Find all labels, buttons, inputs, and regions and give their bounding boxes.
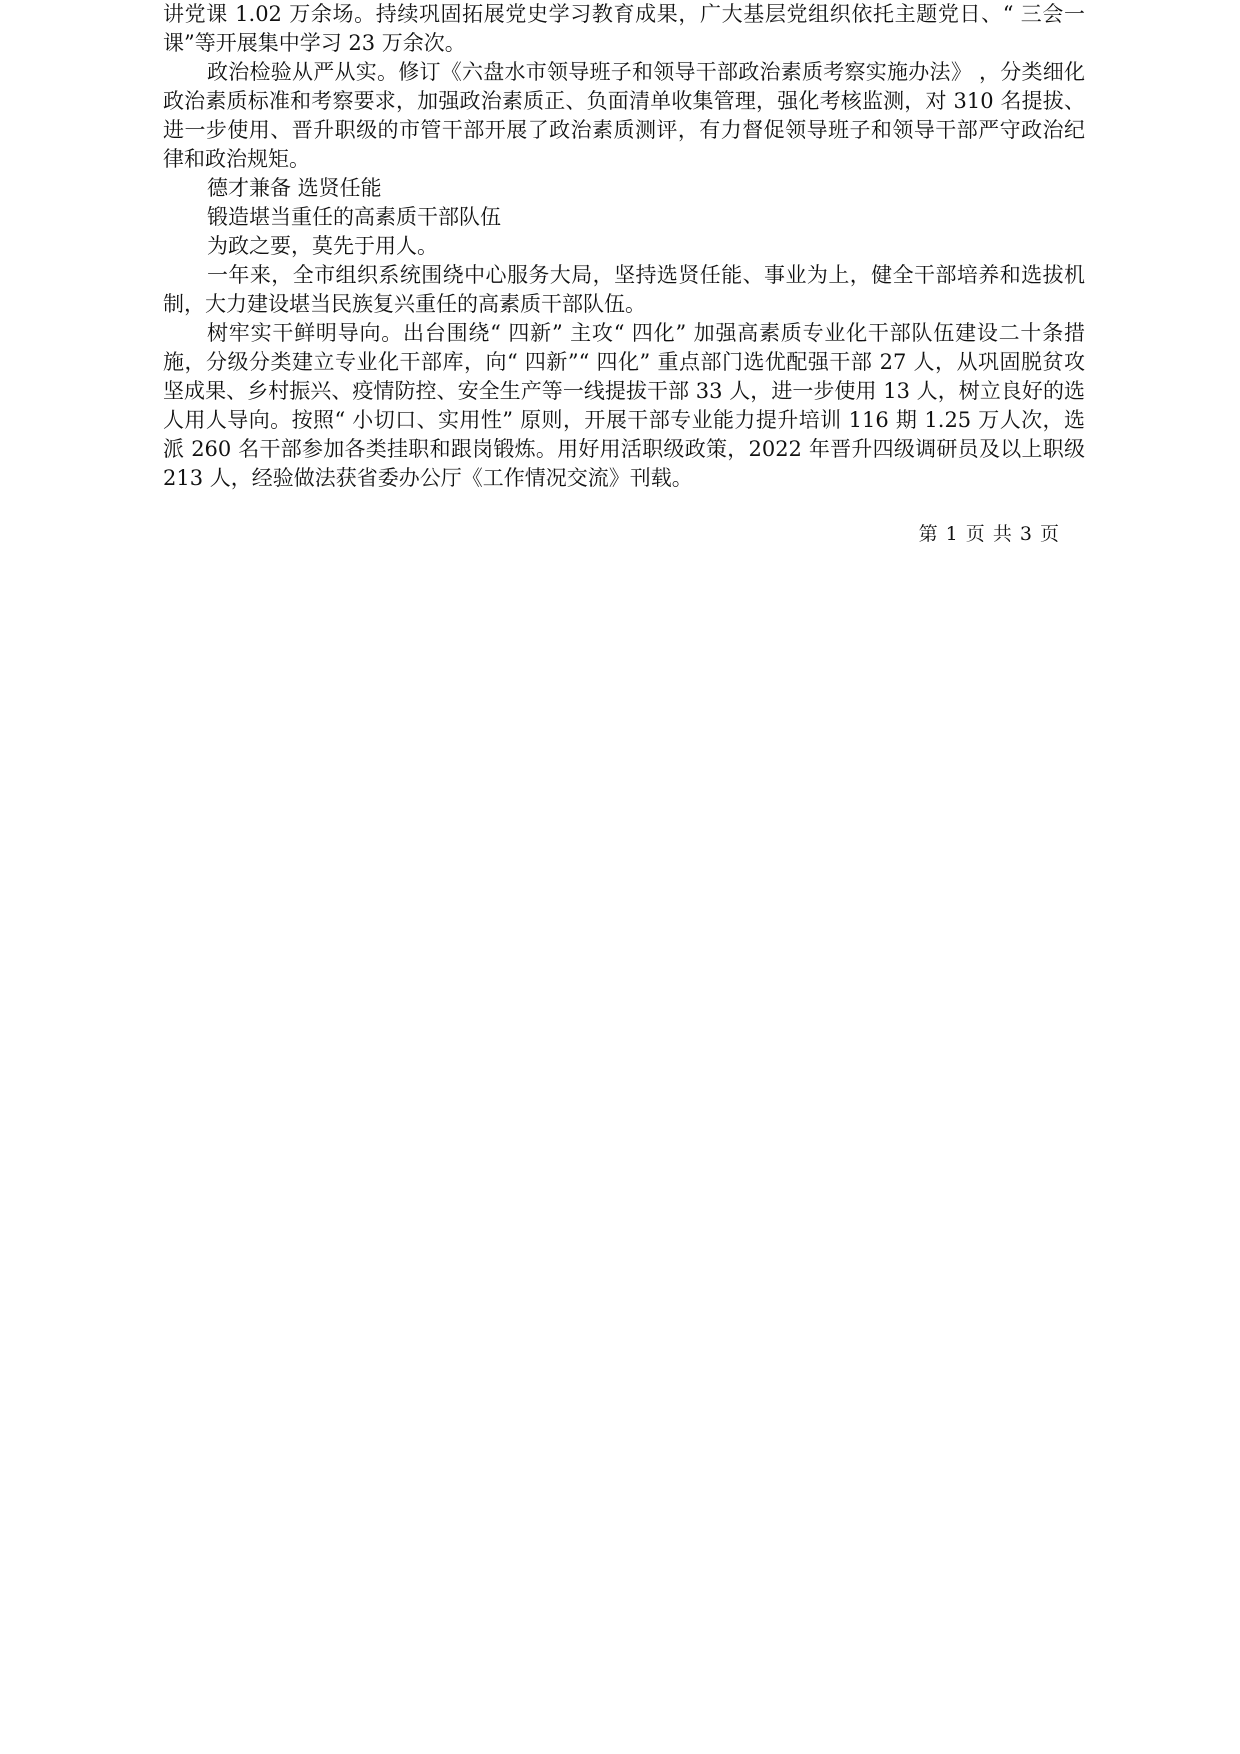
paragraph-1: 讲党课 1.02 万余场。持续巩固拓展党史学习教育成果，广大基层党组织依托主题党日、“ 三会一课”等开展集中学习 23 万余次。 (163, 2, 1085, 55)
paragraph-2: 政治检验从严从实。修订《六盘水市领导班子和领导干部政治素质考察实施办法》 ，分类细化政治素质标准和考察要求，加强政治素质正、负面清单收集管理，强化考核监测，对 310 名提拔、进一步使用、晋升职级的市管干部开展了政治素质测评，有力督促领导班子和领导干部严守政治纪律和政治规矩。 (163, 60, 1085, 171)
section-subheading: 锻造堪当重任的高素质干部队伍 (207, 205, 501, 229)
document-body (163, 0, 1085, 493)
paragraph-4: 一年来，全市组织系统围绕中心服务大局，坚持选贤任能、事业为上，健全干部培养和选拔机制，大力建设堪当民族复兴重任的高素质干部队伍。 (163, 263, 1085, 316)
paragraph-3: 为政之要，莫先于用人。 (207, 234, 438, 258)
page-footer: 第 1 页 共 3 页 (918, 523, 1060, 545)
paragraph-5: 树牢实干鲜明导向。出台围绕“ 四新” 主攻“ 四化” 加强高素质专业化干部队伍建设二十条措施，分级分类建立专业化干部库，向“ 四新”“ 四化” 重点部门选优配强干部 27 人，从巩固脱贫攻坚成果、乡村振兴、疫情防控、安全生产等一线提拔干部 33 人，进一步使用 13 人，树立良好的选人用人导向。按照“ 小切口、实用性” 原则，开展干部专业能力提升培训 116 期 1.25 万人次，选派 260 名干部参加各类挂职和跟岗锻炼。用好用活职级政策，2022 年晋升四级调研员及以上职级 213 人，经验做法获省委办公厅《工作情况交流》刊载。 (163, 321, 1085, 490)
section-heading: 德才兼备 选贤任能 (207, 176, 382, 200)
